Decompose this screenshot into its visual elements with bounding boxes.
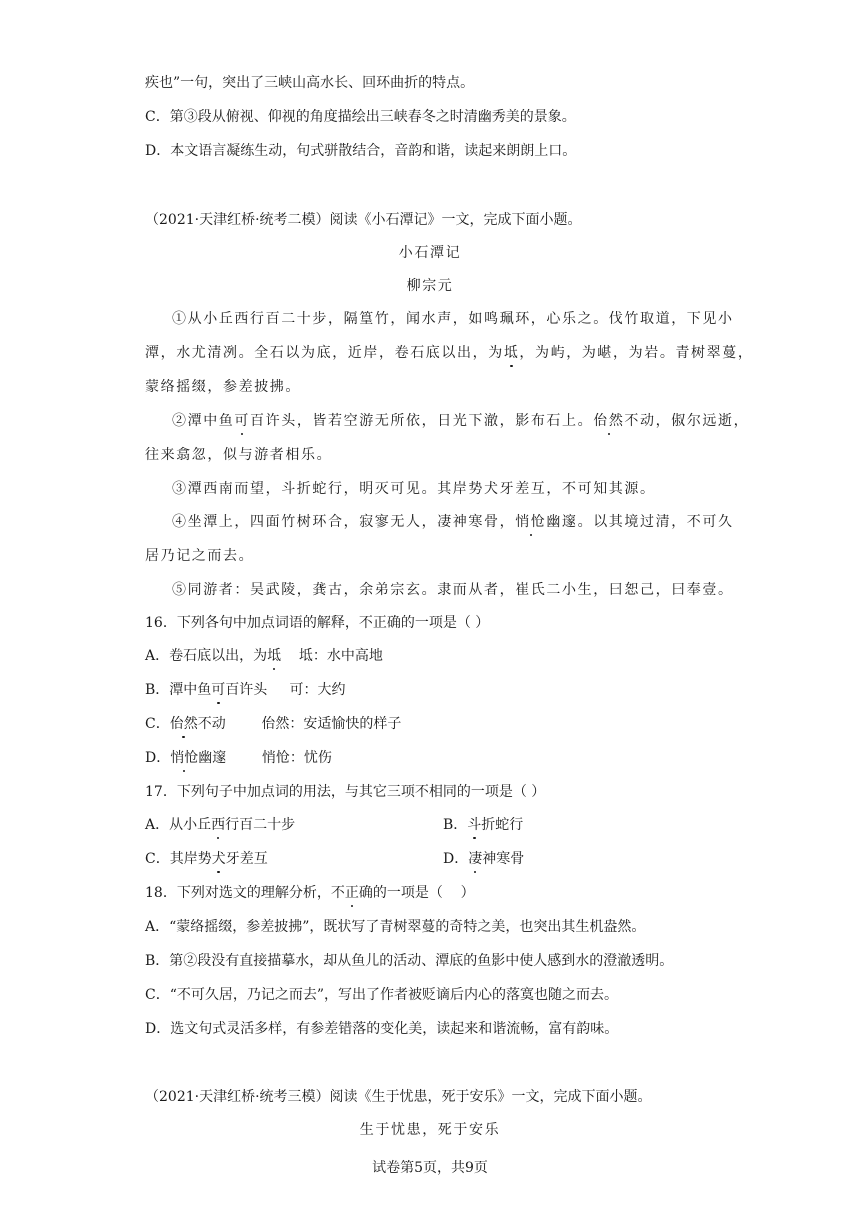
dotted-word: 坻 <box>267 648 282 664</box>
dotted-word: 佁然 <box>593 413 625 429</box>
dotted-word: 犬 <box>211 851 226 867</box>
dotted-word: 悄怆 <box>170 750 199 766</box>
passage-p1-line2: 潭，水尤清冽。全石以为底，近岸，卷石底以出，为坻，为屿，为嵁，为岩。青树翠蔓， <box>145 345 754 361</box>
passage-p2-line1: ②潭中鱼可百许头，皆若空游无所依，日光下澈，影布石上。佁然不动，俶尔远逝， <box>172 413 750 429</box>
passage-p2-line2: 往来翕忽，似与游者相乐。 <box>145 447 333 463</box>
question-16-stem: 16．下列各句中加点词语的解释，不正确的一项是（ ） <box>145 615 490 631</box>
passage-p1-line1: ①从小丘西行百二十步，隔篁竹，闻水声，如鸣珮环，心乐之。伐竹取道，下见小 <box>172 311 734 327</box>
passage-title-2: 生于忧患，死于安乐 <box>359 1122 501 1138</box>
passage-title: 小石潭记 <box>398 245 462 261</box>
passage-p5: ⑤同游者：吴武陵，龚古，余弟宗玄。隶而从者，崔氏二小生，曰恕己，曰奉壹。 <box>172 582 734 598</box>
passage-author: 柳宗元 <box>406 278 454 294</box>
question-17-option-c: C．其岸势犬牙差互 <box>145 851 268 867</box>
prev-option-d: D．本文语言凝练生动，句式骈散结合，音韵和谐，读起来朗朗上口。 <box>145 143 577 159</box>
dotted-word: 不正确 <box>330 885 373 901</box>
dotted-word: 斗 <box>467 817 482 833</box>
question-16-option-d: D．悄怆幽邃 悄怆：忧伤 <box>145 750 332 766</box>
prev-question-line: 疾也”一句，突出了三峡山高水长、回环曲折的特点。 <box>145 75 475 91</box>
question-16-option-a: A．卷石底以出，为坻 坻：水中高地 <box>145 648 383 664</box>
passage-p3: ③潭西南而望，斗折蛇行，明灭可见。其岸势犬牙差互，不可知其源。 <box>172 481 656 497</box>
dotted-word: 悄怆 <box>515 514 547 530</box>
question-18-option-d: D．选文句式灵活多样，有参差错落的变化美，读起来和谐流畅，富有韵味。 <box>145 1021 619 1037</box>
question-18-stem: 18．下列对选文的理解分析，不正确的一项是（ ） <box>145 885 475 901</box>
question-16-option-b: B．潭中鱼可百许头 可：大约 <box>145 682 346 698</box>
question-18-option-c: C．“不可久居，乃记之而去”，写出了作者被贬谪后内心的落寞也随之而去。 <box>145 987 619 1003</box>
page-footer: 试卷第5页，共9页 <box>372 1160 488 1176</box>
passage-p1-line3: 蒙络摇缀，参差披拂。 <box>145 379 301 395</box>
question-17-option-b: B．斗折蛇行 <box>443 817 524 833</box>
dotted-word: 可 <box>234 413 251 429</box>
dotted-word: 坻 <box>503 345 520 361</box>
section-intro: （2021·天津红桥·统考二模）阅读《小石潭记》一文，完成下面小题。 <box>145 212 582 228</box>
question-18-option-b: B．第②段没有直接描摹水，却从鱼儿的活动、潭底的鱼影中使人感到水的澄澈透明。 <box>145 953 674 969</box>
passage-p4-line1: ④坐潭上，四面竹树环合，寂寥无人，凄神寒骨，悄怆幽邃。以其境过清，不可久 <box>172 514 734 530</box>
question-16-option-c: C．佁然不动 佁然：安适愉快的样子 <box>145 716 402 732</box>
prev-option-c: C．第③段从俯视、仰视的角度描绘出三峡春冬之时清幽秀美的景象。 <box>145 109 576 125</box>
section-intro-2: （2021·天津红桥·统考三模）阅读《生于忧患，死于安乐》一文，完成下面小题。 <box>145 1089 652 1105</box>
question-17-option-d: D．凄神寒骨 <box>443 851 525 867</box>
dotted-word: 佁然 <box>169 716 198 732</box>
dotted-word: 西 <box>211 817 226 833</box>
dotted-word: 凄 <box>468 851 483 867</box>
dotted-word: 可 <box>211 682 226 698</box>
question-17-stem: 17．下列句子中加点词的用法，与其它三项不相同的一项是（ ） <box>145 784 546 800</box>
passage-p4-line2: 居乃记之而去。 <box>145 548 255 564</box>
question-18-option-a: A．“蒙络摇缀，参差披拂”，既状写了青树翠蔓的奇特之美，也突出其生机盎然。 <box>145 919 646 935</box>
question-17-option-a: A．从小丘西行百二十步 <box>145 817 296 833</box>
